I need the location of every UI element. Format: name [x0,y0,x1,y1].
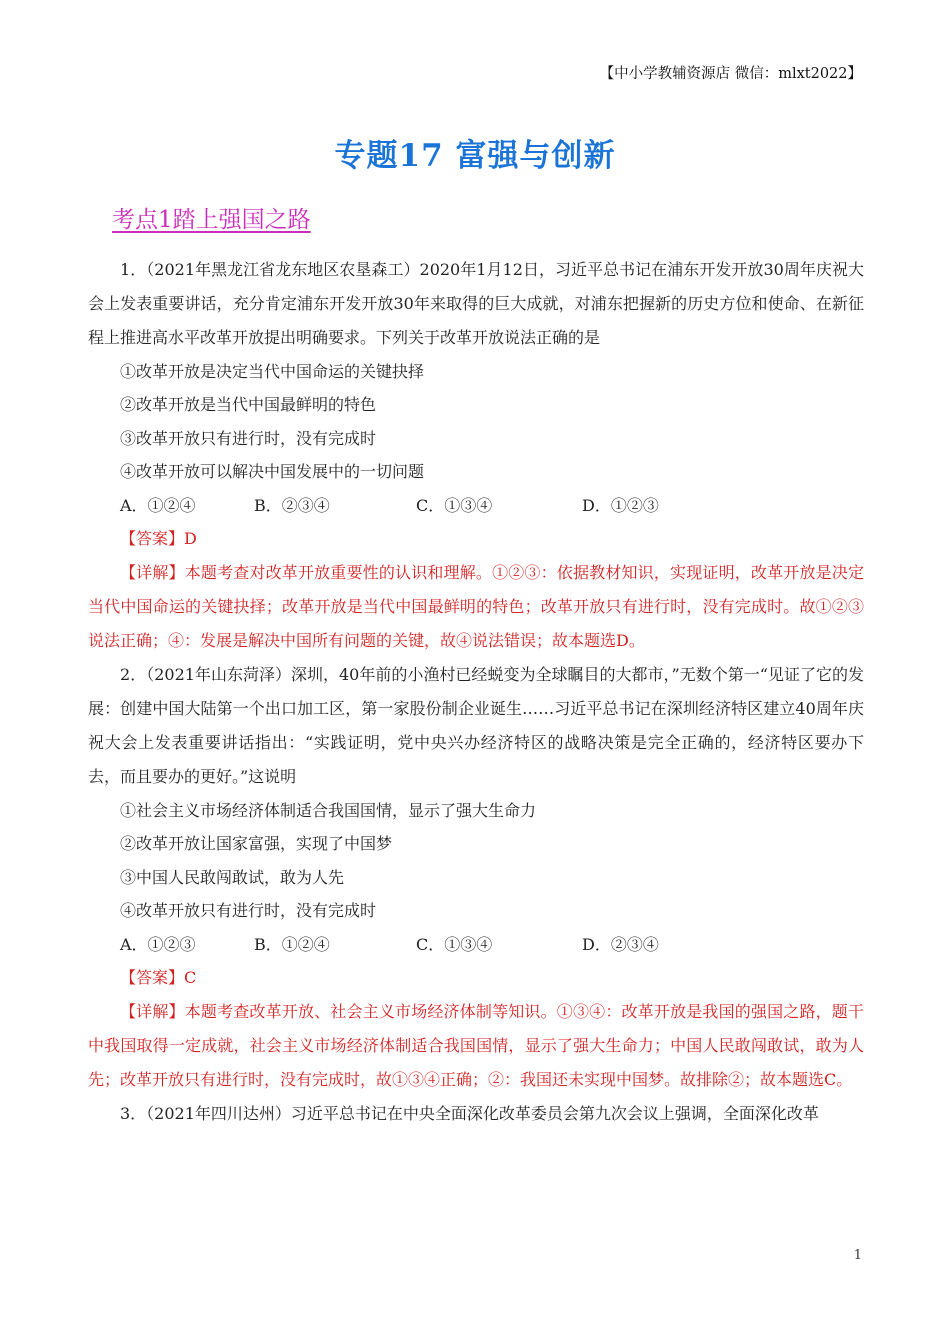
question-option: ①社会主义市场经济体制适合我国国情，显示了强大生命力 [120,801,537,821]
question-option: ④改革开放只有进行时，没有完成时 [120,901,377,921]
choice-b: B．②③④ [254,495,330,515]
section-title: 考点1踏上强国之路 [112,207,311,233]
page-number: 1 [853,1248,862,1263]
header-note: 【中小学教辅资源店 微信：mlxt2022】 [599,66,862,82]
choice-a: A．①②③ [120,934,196,954]
document-body [88,253,864,1131]
choice-b: B．①②④ [254,934,330,954]
question-option: ①改革开放是决定当代中国命运的关键抉择 [120,362,425,381]
page-title: 专题17 富强与创新 [334,138,616,174]
choice-c: C．①③④ [416,495,493,515]
question-option: ②改革开放是当代中国最鲜明的特色 [120,395,377,415]
answer-label: 【答案】C [120,968,197,988]
choice-a: A．①②④ [120,495,196,515]
choice-c: C．①③④ [416,934,493,954]
choice-d: D．①②③ [582,495,659,515]
answer-detail: 【详解】本题考查对改革开放重要性的认识和理解。①②③：依据教材知识，实现证明，改革开放是决定当代中国命运的关键抉择；改革开放是当代中国最鲜明的特色；改革开放只有进行时，没有完成时。故①②③说法正确；④：发展是解决中国所有问题的关键，故④说法错误；故本题选D。 [88,563,864,651]
question-stem: 3．（2021年四川达州）习近平总书记在中央全面深化改革委员会第九次会议上强调，全面深化改革 [120,1104,819,1124]
question-stem: 1．（2021年黑龙江省龙东地区农垦森工）2020年1月12日，习近平总书记在浦东开发开放30周年庆祝大会上发表重要讲话，充分肯定浦东开发开放30年来取得的巨大成就，对浦东把握新的历史方位和使命、在新征程上推进高水平改革开放提出明确要求。下列关于改革开放说法正确的是 [88,260,864,347]
answer-detail: 【详解】本题考查改革开放、社会主义市场经济体制等知识。①③④：改革开放是我国的强国之路，题干中我国取得一定成就，社会主义市场经济体制适合我国国情，显示了强大生命力；中国人民敢闯敢试，敢为人先；改革开放只有进行时，没有完成时，故①③④正确；②：我国还未实现中国梦。故排除②；故本题选C。 [88,1002,864,1090]
question-option: ③中国人民敢闯敢试，敢为人先 [120,867,345,887]
answer-label: 【答案】D [120,529,197,549]
choice-d: D．②③④ [582,934,659,954]
question-stem: 2．（2021年山东菏泽）深圳，40年前的小渔村已经蜕变为全球瞩目的大都市，”无数个第一“见证了它的发展：创建中国大陆第一个出口加工区，第一家股份制企业诞生……习近平总书记在深圳经济特区建立40周年庆祝大会上发表重要讲话指出：“实践证明，党中央兴办经济特区的战略决策是完全正确的，经济特区要办下去，而且要办的更好。”这说明 [88,665,864,787]
question-option: ③改革开放只有进行时，没有完成时 [120,428,377,448]
answer-choices [88,489,864,522]
question-option: ④改革开放可以解决中国发展中的一切问题 [120,462,425,482]
answer-choices [88,928,864,961]
question-option: ②改革开放让国家富强，实现了中国梦 [120,834,393,854]
